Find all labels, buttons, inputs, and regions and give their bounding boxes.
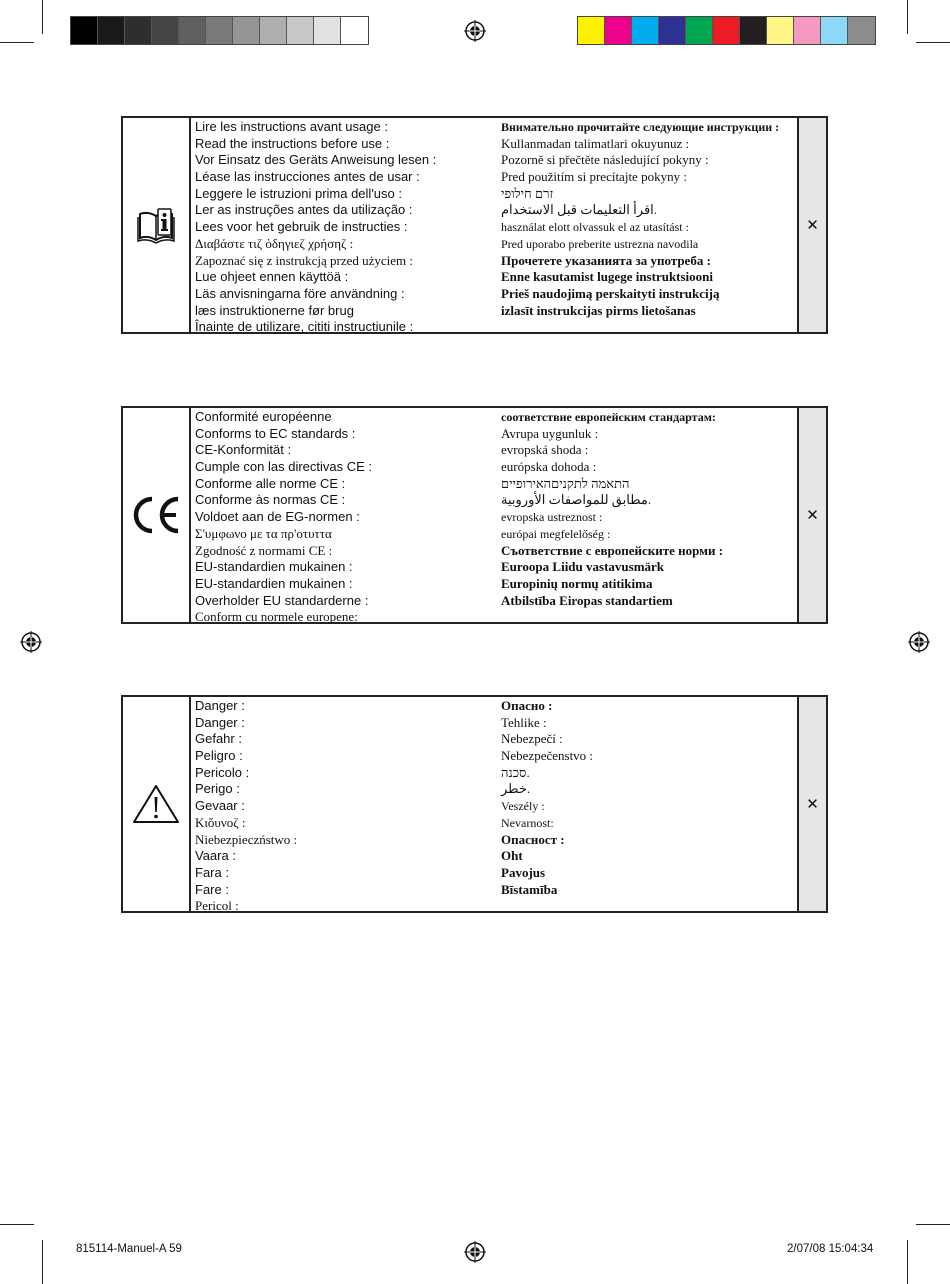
danger-left-column bbox=[195, 698, 297, 915]
text-line: Lire les instructions avant usage : bbox=[195, 119, 388, 134]
registration-mark-icon bbox=[908, 631, 930, 653]
text-line: Léase las instrucciones antes de usar : bbox=[195, 169, 420, 185]
text-line: Прочетете указанията за употреба : bbox=[501, 252, 711, 268]
ce-mark-icon bbox=[130, 495, 182, 535]
text-line: Διαβάστε τιζ ὁδηγιεζ χρήσηζ : bbox=[195, 235, 354, 251]
text-line: Опасно : bbox=[501, 698, 553, 713]
text-line: Zgodność z normami CE : bbox=[195, 542, 333, 558]
color-swatch bbox=[125, 17, 152, 44]
text-line: Опасност : bbox=[501, 831, 565, 847]
color-swatch bbox=[659, 17, 686, 44]
book-info-icon bbox=[136, 205, 176, 245]
text-line: evropska ustreznost : bbox=[501, 510, 603, 525]
color-swatch bbox=[713, 17, 740, 44]
text-line: Niebezpieczństwo : bbox=[195, 831, 298, 847]
color-swatch bbox=[686, 17, 713, 44]
checkbox-mark: ✕ bbox=[797, 408, 826, 622]
text-line: EU-standardien mukainen : bbox=[195, 575, 353, 591]
color-swatch bbox=[578, 17, 605, 44]
text-line: Gevaar : bbox=[195, 798, 245, 814]
conformity-right-column bbox=[501, 409, 723, 609]
text-line: Prieš naudojimą perskaityti instrukciją bbox=[501, 285, 720, 301]
color-swatch bbox=[71, 17, 98, 44]
text-line: Nevarnost: bbox=[501, 815, 554, 830]
text-line: Fara : bbox=[195, 864, 229, 880]
danger-right-column bbox=[501, 698, 593, 898]
text-line: Conform cu normele europene: bbox=[195, 609, 358, 625]
text-line: Vaara : bbox=[195, 848, 236, 864]
text-line: Kullanmadan talimatlari okuyunuz : bbox=[501, 135, 690, 151]
text-line: Κιὅυνοζ : bbox=[195, 814, 246, 830]
color-swatch bbox=[794, 17, 821, 44]
text-line: európska dohoda : bbox=[501, 459, 597, 475]
text-line: Euroopa Liidu vastavusmärk bbox=[501, 559, 665, 575]
text-line: használat elott olvassuk el az utasítást : bbox=[501, 220, 689, 235]
text-line: Nebezpečí : bbox=[501, 731, 563, 747]
text-line: evropská shoda : bbox=[501, 442, 589, 458]
text-line: izlasīt instrukcijas pirms lietošanas bbox=[501, 302, 696, 318]
color-swatch bbox=[821, 17, 848, 44]
text-line: Lue ohjeet ennen käyttöä : bbox=[195, 269, 349, 285]
color-swatch bbox=[605, 17, 632, 44]
text-line: مطابق للمواصفات الأوروبية. bbox=[501, 492, 652, 508]
color-swatch bbox=[632, 17, 659, 44]
instructions-right-column bbox=[501, 119, 779, 319]
color-swatch bbox=[260, 17, 287, 44]
text-line: Pozorně si přečtěte následující pokyny : bbox=[501, 152, 709, 168]
grayscale-calibration-bar bbox=[70, 16, 369, 45]
text-line: Pericolo : bbox=[195, 764, 250, 780]
icon-cell bbox=[123, 697, 191, 911]
text-line: Fare : bbox=[195, 881, 229, 897]
color-swatch bbox=[314, 17, 341, 44]
text-line: Pavojus bbox=[501, 864, 546, 880]
footer-file-info: 815114-Manuel-A 59 bbox=[76, 1243, 182, 1255]
text-line: Avrupa uygunluk : bbox=[501, 425, 599, 441]
text-line: Läs anvisningarna före användning : bbox=[195, 285, 405, 301]
color-swatch bbox=[152, 17, 179, 44]
text-line: Veszély : bbox=[501, 799, 545, 814]
text-line: CE-Konformität : bbox=[195, 442, 292, 458]
text-line: Gefahr : bbox=[195, 731, 242, 747]
text-line: Read the instructions before use : bbox=[195, 135, 390, 151]
text-line: התאמה לתקניםהאירופיים bbox=[501, 475, 630, 491]
text-line: Voldoet aan de EG-normen : bbox=[195, 509, 360, 525]
text-line: Bīstamība bbox=[501, 881, 558, 897]
text-line: Внимательно прочитайте следующие инструкции : bbox=[501, 120, 780, 134]
text-line: EU-standardien mukainen : bbox=[195, 559, 353, 575]
text-line: Tehlike : bbox=[501, 714, 547, 730]
ce-conformity-section bbox=[121, 406, 828, 624]
text-line: Lees voor het gebruik de instructies : bbox=[195, 219, 408, 235]
instructions-left-column bbox=[195, 119, 436, 336]
color-swatch bbox=[206, 17, 233, 44]
icon-cell bbox=[123, 118, 191, 332]
text-line: Conformité européenne bbox=[195, 409, 332, 424]
text-line: סכנה. bbox=[501, 764, 530, 780]
text-line: Zapoznać się z instrukcją przed użyciem : bbox=[195, 252, 414, 268]
text-line: Europinių normų atitikima bbox=[501, 575, 653, 591]
footer-timestamp: 2/07/08 15:04:34 bbox=[787, 1243, 874, 1255]
text-line: Nebezpečenstvo : bbox=[501, 748, 594, 764]
color-swatch bbox=[179, 17, 206, 44]
text-line: Perigo : bbox=[195, 781, 240, 797]
text-line: Pred použitím si precítajte pokyny : bbox=[501, 169, 687, 185]
text-line: læs instruktionerne før brug bbox=[195, 302, 354, 318]
checkbox-mark: ✕ bbox=[797, 697, 826, 911]
text-line: خطر. bbox=[501, 781, 531, 797]
color-swatch bbox=[233, 17, 260, 44]
text-line: Danger : bbox=[195, 714, 245, 730]
text-line: Leggere le istruzioni prima dell'uso : bbox=[195, 185, 402, 201]
text-line: Atbilstība Eiropas standartiem bbox=[501, 592, 673, 608]
text-line: Conforms to EC standards : bbox=[195, 425, 356, 441]
color-swatch bbox=[740, 17, 767, 44]
text-line: európai megfelelőség : bbox=[501, 526, 611, 541]
text-line: Overholder EU standarderne : bbox=[195, 592, 369, 608]
color-calibration-bar bbox=[577, 16, 876, 45]
text-line: Peligro : bbox=[195, 748, 243, 764]
text-line: Съответствие с европейските норми : bbox=[501, 542, 724, 558]
text-line: соответствие европейским стандартам: bbox=[501, 410, 716, 424]
checkbox-mark: ✕ bbox=[797, 118, 826, 332]
registration-mark-icon bbox=[464, 1241, 486, 1263]
conformity-left-column bbox=[195, 409, 372, 626]
registration-mark-icon bbox=[464, 20, 486, 42]
danger-section bbox=[121, 695, 828, 913]
text-line: اقرأ التعليمات قبل الاستخدام. bbox=[501, 202, 658, 218]
color-swatch bbox=[98, 17, 125, 44]
text-line: Vor Einsatz des Geräts Anweisung lesen : bbox=[195, 152, 437, 168]
text-line: זרם חילופי bbox=[501, 185, 554, 201]
icon-cell bbox=[123, 408, 191, 622]
text-line: Σ'υμφωνο με τα πρ'οτυττα bbox=[195, 525, 332, 541]
text-line: Conforme alle norme CE : bbox=[195, 475, 346, 491]
text-line: Cumple con las directivas CE : bbox=[195, 459, 373, 475]
text-line: Oht bbox=[501, 848, 523, 864]
text-line: Conforme às normas CE : bbox=[195, 492, 346, 508]
text-line: Pericol : bbox=[195, 898, 239, 914]
color-swatch bbox=[341, 17, 368, 44]
registration-mark-icon bbox=[20, 631, 42, 653]
color-swatch bbox=[767, 17, 794, 44]
color-swatch bbox=[287, 17, 314, 44]
text-line: Danger : bbox=[195, 698, 245, 713]
text-line: Pred uporabo preberite ustrezna navodila bbox=[501, 236, 699, 251]
color-swatch bbox=[848, 17, 875, 44]
text-line: Enne kasutamist lugege instruktsiooni bbox=[501, 269, 714, 285]
text-line: Înainte de utilizare, cititi instructiunile : bbox=[195, 319, 414, 335]
warning-triangle-icon bbox=[131, 783, 181, 825]
read-instructions-section bbox=[121, 116, 828, 334]
text-line: Ler as instruções antes da utilização : bbox=[195, 202, 413, 218]
